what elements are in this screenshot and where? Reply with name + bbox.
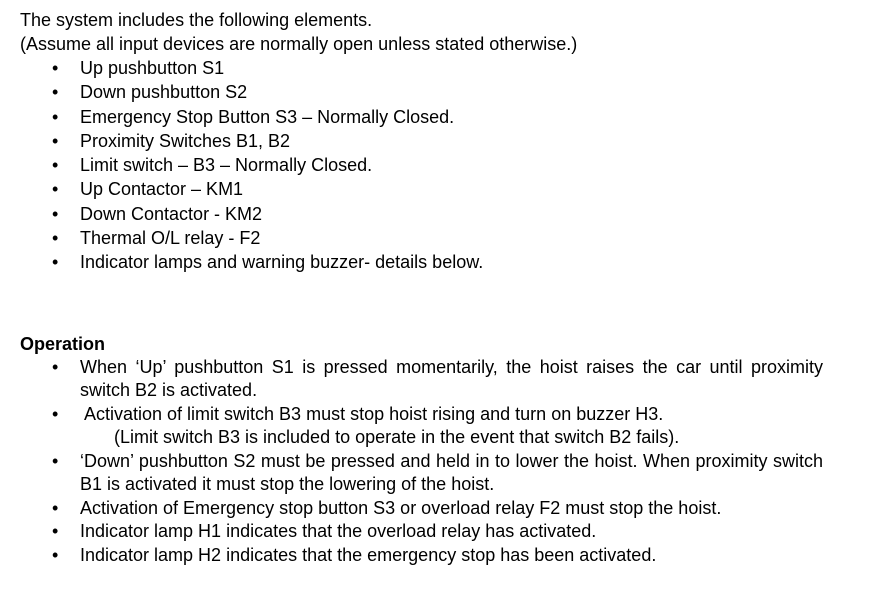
list-item: • Down pushbutton S2 <box>20 80 823 104</box>
list-item: • Limit switch – B3 – Normally Closed. <box>20 153 823 177</box>
operation-note: (Limit switch B3 is included to operate in the event that switch B2 fails). <box>114 427 680 448</box>
list-item <box>20 497 823 521</box>
list-item: • Emergency Stop Button S3 – Normally Closed. <box>20 105 823 129</box>
list-item: • Up Contactor – KM1 <box>20 177 823 201</box>
list-item: • Down Contactor - KM2 <box>20 202 823 226</box>
list-item <box>20 356 823 403</box>
operation-item-text: Activation of limit switch B3 must stop hoist rising and turn on buzzer H3. <box>84 403 664 424</box>
intro-line-1: The system includes the following elements. <box>20 10 373 30</box>
elements-list <box>20 56 823 275</box>
document <box>20 8 823 567</box>
list-item <box>20 520 823 544</box>
list-item: • Up pushbutton S1 <box>20 56 823 80</box>
list-item: • Proximity Switches B1, B2 <box>20 129 823 153</box>
operation-item-text: Indicator lamp H2 indicates that the emergency stop has been activated. <box>80 544 657 565</box>
list-item <box>20 403 823 450</box>
operation-heading: Operation <box>20 333 106 354</box>
intro-line-2: (Assume all input devices are normally open unless stated otherwise.) <box>20 34 578 54</box>
list-item: • Thermal O/L relay - F2 <box>20 226 823 250</box>
list-item: • Indicator lamps and warning buzzer- details below. <box>20 250 823 274</box>
operation-item-text: ‘Down’ pushbutton S2 must be pressed and held in to lower the hoist. When proximity switch B1 is activated it must stop the lowering of the hoist. <box>80 450 823 495</box>
operation-item-text: Indicator lamp H1 indicates that the overload relay has activated. <box>80 521 597 542</box>
list-item <box>20 450 823 497</box>
operation-item-text: When ‘Up’ pushbutton S1 is pressed momentarily, the hoist raises the car until proximity switch B2 is activated. <box>80 356 823 401</box>
operation-list <box>20 356 823 568</box>
operation-item-text: Activation of Emergency stop button S3 or overload relay F2 must stop the hoist. <box>80 497 722 518</box>
list-item <box>20 544 823 568</box>
